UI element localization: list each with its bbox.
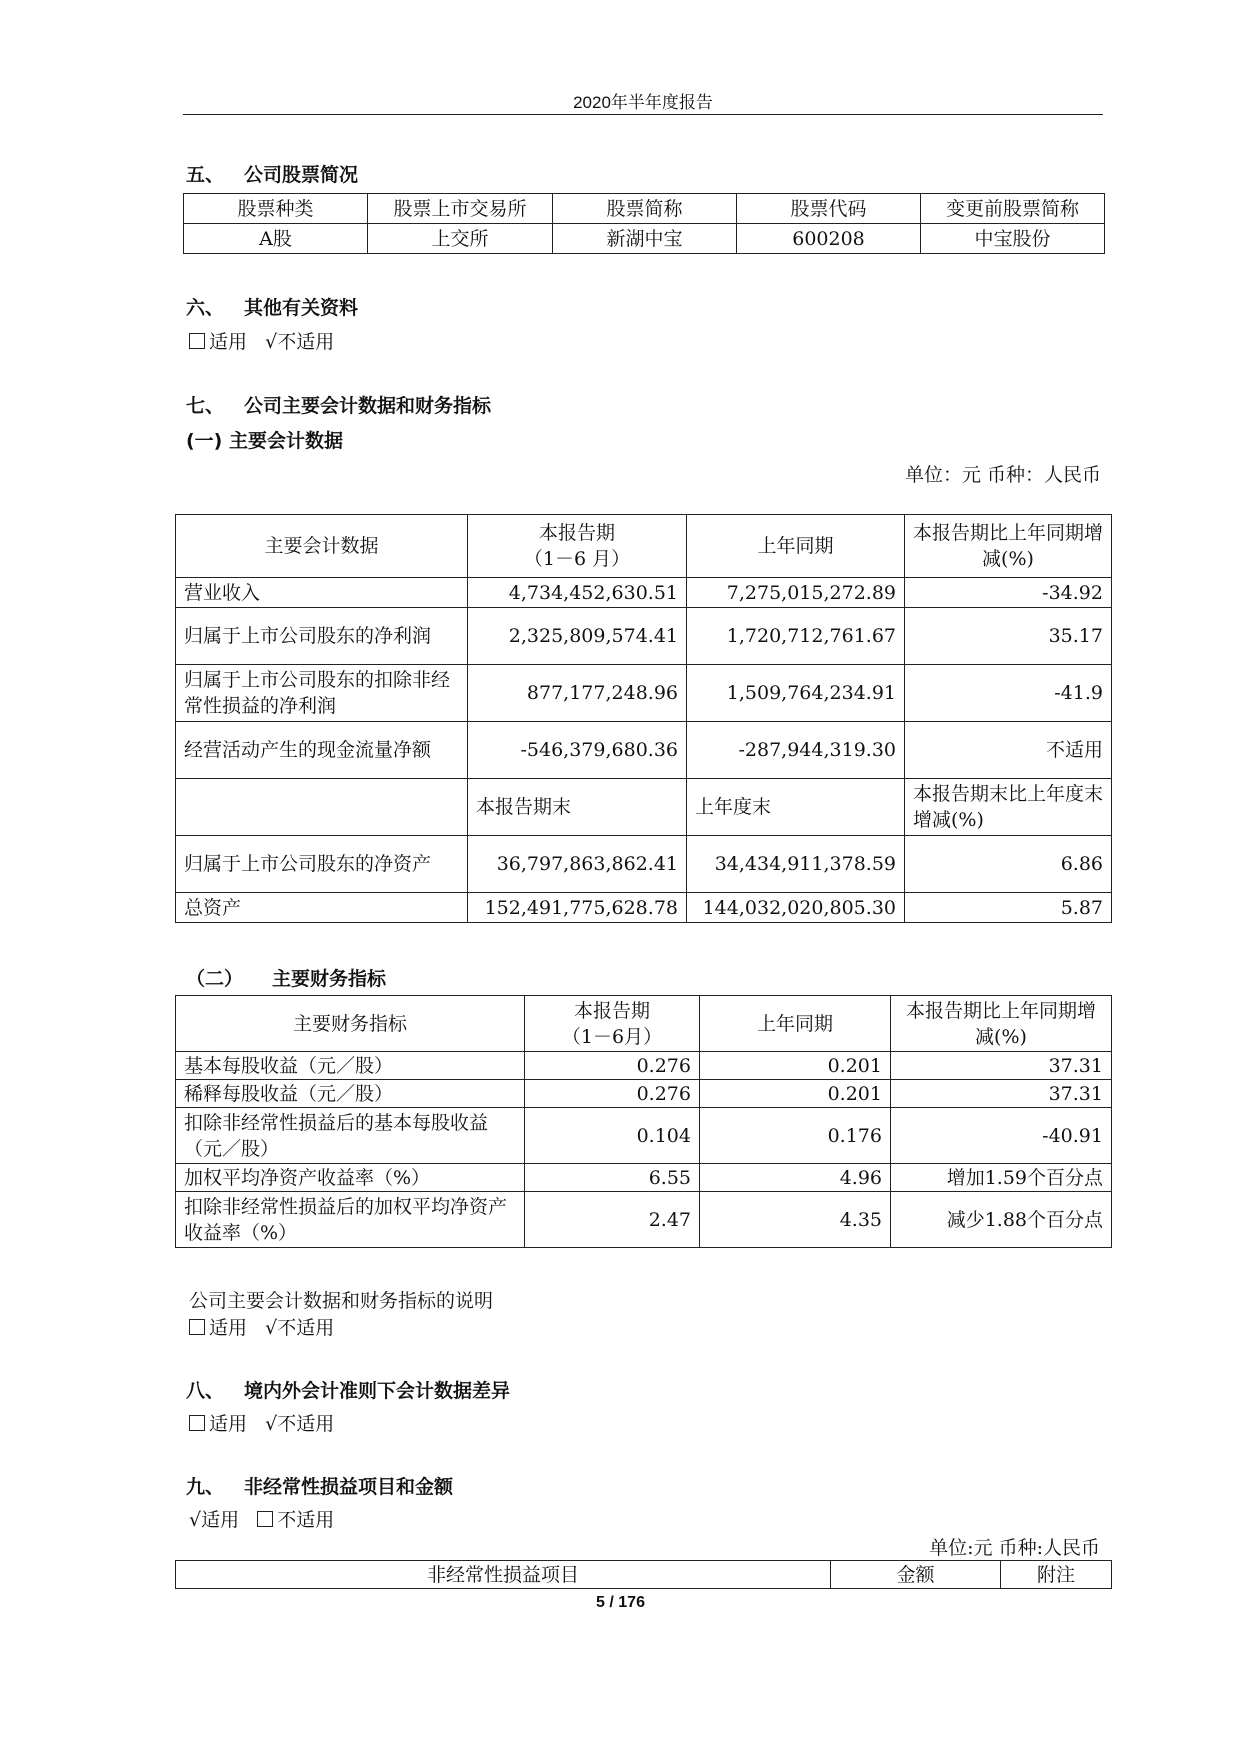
fin-row-label: 稀释每股收益（元／股） [176, 1080, 525, 1108]
acct-row-previous: 1,509,764,234.91 [687, 665, 905, 722]
fin-row-label: 扣除非经常性损益后的基本每股收益（元／股） [176, 1108, 525, 1164]
checkbox-unchecked-icon [257, 1511, 273, 1527]
fin-row-change: 37.31 [891, 1052, 1112, 1080]
acct-header-change: 本报告期比上年同期增减(%) [905, 515, 1112, 578]
fin-row-current: 2.47 [525, 1192, 700, 1248]
fin-row-label: 扣除非经常性损益后的加权平均净资产收益率（%） [176, 1192, 525, 1248]
section-6-number: 六、 [186, 297, 225, 319]
subsection-2-heading [186, 964, 386, 991]
checkmark-icon: √ [265, 1413, 278, 1435]
acct-row-label: 经营活动产生的现金流量净额 [176, 722, 468, 779]
fin-row-previous: 4.35 [700, 1192, 891, 1248]
section-8-heading [186, 1376, 510, 1403]
stock-prev-name: 中宝股份 [921, 224, 1105, 254]
fin-row-previous: 0.201 [700, 1080, 891, 1108]
fin-row-change: 37.31 [891, 1080, 1112, 1108]
acct-row-previous: -287,944,319.30 [687, 722, 905, 779]
nonrec-header-amount: 金额 [831, 1561, 1001, 1589]
acct-row-label: 归属于上市公司股东的扣除非经常性损益的净利润 [176, 665, 468, 722]
acct-row-current: 36,797,863,862.41 [468, 836, 687, 893]
acct-row-change: 6.86 [905, 836, 1112, 893]
table-row [176, 722, 1112, 779]
option-applicable: 适用 [209, 1317, 248, 1339]
table-row [176, 578, 1112, 608]
fin-header-item: 主要财务指标 [176, 996, 525, 1052]
section-6-title: 其他有关资料 [244, 297, 359, 319]
subsection-2-number: （二） [186, 968, 244, 990]
section-7-note: 公司主要会计数据和财务指标的说明 [189, 1290, 494, 1312]
section-7-heading [186, 391, 491, 418]
acct-row-previous: 7,275,015,272.89 [687, 578, 905, 608]
checkbox-unchecked-icon [189, 1319, 205, 1335]
header-rule [183, 114, 1103, 115]
checkmark-icon: √ [189, 1509, 202, 1531]
option-not-applicable: 不适用 [277, 1509, 335, 1531]
fin-header-change: 本报告期比上年同期增减(%) [891, 996, 1112, 1052]
fin-row-change: 增加1.59个百分点 [891, 1164, 1112, 1192]
section-9-number: 九、 [186, 1476, 225, 1498]
stock-header-prev-name: 变更前股票简称 [921, 194, 1105, 224]
table-row [176, 665, 1112, 722]
page-header: 2020年半年度报告 [573, 93, 713, 112]
acct-row-current: 152,491,775,628.78 [468, 893, 687, 923]
acct-row-change: 35.17 [905, 608, 1112, 665]
nonrec-header-item: 非经常性损益项目 [176, 1561, 831, 1589]
checkmark-icon: √ [265, 331, 278, 353]
acct-row-change: -34.92 [905, 578, 1112, 608]
acct-header-current: 本报告期 （1－6 月） [468, 515, 687, 578]
stock-table [183, 193, 1105, 254]
fin-row-label: 基本每股收益（元／股） [176, 1052, 525, 1080]
acct-row-previous: 1,720,712,761.67 [687, 608, 905, 665]
section-9-heading [186, 1472, 453, 1499]
accounting-data-table [175, 514, 1112, 923]
acct-mid-header-change: 本报告期末比上年度末增减(%) [905, 779, 1112, 836]
acct-mid-empty [176, 779, 468, 836]
option-applicable: 适用 [201, 1509, 240, 1531]
acct-row-label: 营业收入 [176, 578, 468, 608]
fin-row-previous: 4.96 [700, 1164, 891, 1192]
checkmark-icon: √ [265, 1317, 278, 1339]
table-row [176, 608, 1112, 665]
financial-indicator-table [175, 995, 1112, 1248]
stock-short-name: 新湖中宝 [553, 224, 737, 254]
unit-label-2: 单位:元 币种:人民币 [929, 1537, 1100, 1559]
subsection-2-title: 主要财务指标 [272, 968, 387, 990]
fin-row-change: -40.91 [891, 1108, 1112, 1164]
acct-header-previous: 上年同期 [687, 515, 905, 578]
acct-mid-header-previous: 上年度末 [687, 779, 905, 836]
section-6-heading [186, 293, 358, 320]
acct-row-current: 4,734,452,630.51 [468, 578, 687, 608]
fin-row-current: 0.276 [525, 1080, 700, 1108]
section-6-options [189, 327, 334, 354]
table-row [176, 1052, 1112, 1080]
stock-header-type: 股票种类 [184, 194, 368, 224]
section-9-options [189, 1505, 334, 1532]
acct-row-change: 不适用 [905, 722, 1112, 779]
fin-row-current: 6.55 [525, 1164, 700, 1192]
section-5-number: 五、 [186, 164, 225, 186]
section-8-options [189, 1409, 334, 1436]
subsection-1-heading: (一) 主要会计数据 [186, 430, 343, 452]
option-not-applicable: 不适用 [277, 1317, 335, 1339]
acct-row-label: 总资产 [176, 893, 468, 923]
section-7-options [189, 1313, 334, 1340]
stock-code: 600208 [737, 224, 921, 254]
table-row [176, 836, 1112, 893]
section-9-title: 非经常性损益项目和金额 [244, 1476, 454, 1498]
acct-row-previous: 34,434,911,378.59 [687, 836, 905, 893]
fin-row-current: 0.276 [525, 1052, 700, 1080]
table-row [176, 1164, 1112, 1192]
section-7-number: 七、 [186, 395, 225, 417]
nonrec-header-note: 附注 [1001, 1561, 1112, 1589]
table-row [176, 1080, 1112, 1108]
option-applicable: 适用 [209, 1413, 248, 1435]
stock-header-exchange: 股票上市交易所 [368, 194, 553, 224]
acct-row-current: 877,177,248.96 [468, 665, 687, 722]
acct-row-current: -546,379,680.36 [468, 722, 687, 779]
page-number: 5 / 176 [596, 1594, 645, 1611]
section-8-number: 八、 [186, 1380, 225, 1402]
non-recurring-table [175, 1560, 1112, 1589]
acct-row-change: -41.9 [905, 665, 1112, 722]
section-8-title: 境内外会计准则下会计数据差异 [244, 1380, 511, 1402]
acct-row-previous: 144,032,020,805.30 [687, 893, 905, 923]
table-row [176, 1192, 1112, 1248]
fin-row-label: 加权平均净资产收益率（%） [176, 1164, 525, 1192]
acct-header-item: 主要会计数据 [176, 515, 468, 578]
option-not-applicable: 不适用 [277, 331, 335, 353]
stock-type: A股 [184, 224, 368, 254]
section-5-heading [186, 160, 358, 187]
fin-row-previous: 0.201 [700, 1052, 891, 1080]
option-applicable: 适用 [209, 331, 248, 353]
stock-header-short-name: 股票简称 [553, 194, 737, 224]
acct-row-label: 归属于上市公司股东的净资产 [176, 836, 468, 893]
acct-row-change: 5.87 [905, 893, 1112, 923]
unit-label-1: 单位：元 币种：人民币 [904, 464, 1101, 486]
fin-header-previous: 上年同期 [700, 996, 891, 1052]
stock-header-code: 股票代码 [737, 194, 921, 224]
checkbox-unchecked-icon [189, 333, 205, 349]
acct-row-label: 归属于上市公司股东的净利润 [176, 608, 468, 665]
table-row [176, 1108, 1112, 1164]
checkbox-unchecked-icon [189, 1415, 205, 1431]
fin-row-change: 减少1.88个百分点 [891, 1192, 1112, 1248]
acct-mid-header-current: 本报告期末 [468, 779, 687, 836]
table-row [176, 893, 1112, 923]
table-subheader-row [176, 779, 1112, 836]
section-7-title: 公司主要会计数据和财务指标 [244, 395, 492, 417]
fin-row-previous: 0.176 [700, 1108, 891, 1164]
option-not-applicable: 不适用 [277, 1413, 335, 1435]
fin-header-current: 本报告期 （1－6月） [525, 996, 700, 1052]
stock-exchange: 上交所 [368, 224, 553, 254]
acct-row-current: 2,325,809,574.41 [468, 608, 687, 665]
section-5-title: 公司股票简况 [244, 164, 359, 186]
fin-row-current: 0.104 [525, 1108, 700, 1164]
